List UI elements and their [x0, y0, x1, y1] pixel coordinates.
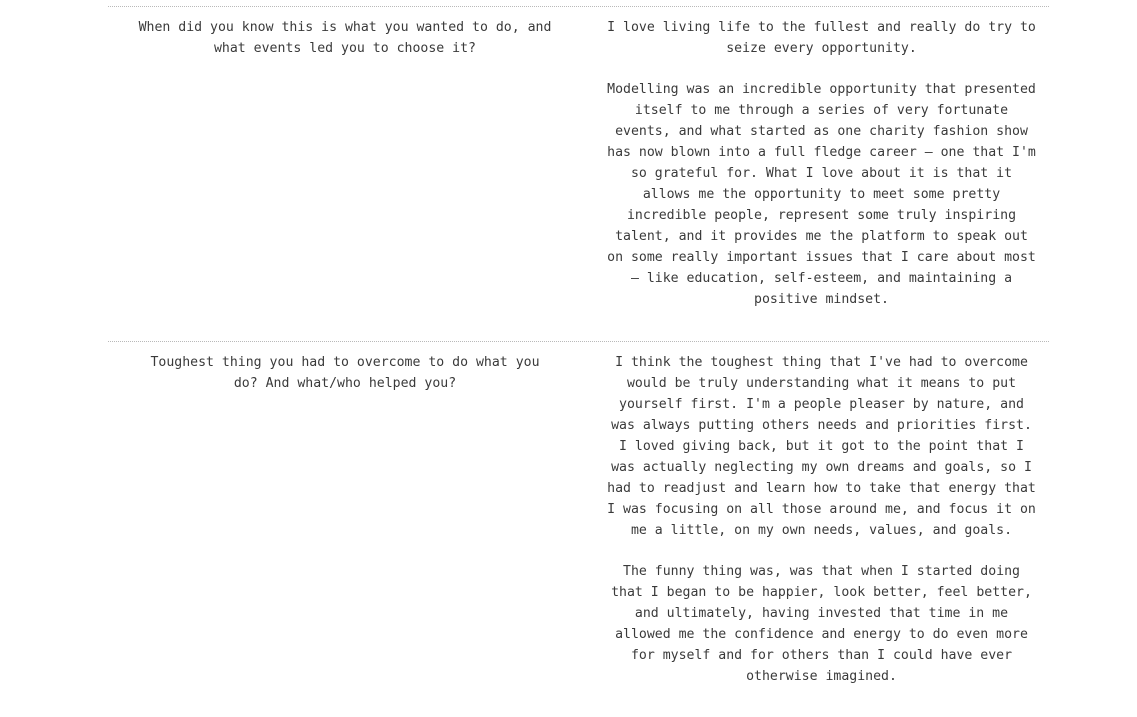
interview-answer [578, 352, 1049, 687]
qa-row [108, 6, 1049, 341]
answer-paragraph: The funny thing was, was that when I started doing that I began to be happier, look better, feel better, and ultimately, having invested that time in me allowed me the confidence and energy to do even more for myself and for others than I could have ever otherwise imagined. [611, 564, 1032, 684]
answer-paragraph: Modelling was an incredible opportunity that presented itself to me through a series of very fortunate events, and what started as one charity fashion show has now blown into a full fledge career – one that I'm so grateful for. What I love about it is that it allows me the opportunity to meet some pretty incredible people, represent some truly inspiring talent, and it provides me the platform to speak out on some really important issues that I care about most – like education, self-esteem, and maintaining a positive mindset. [607, 82, 1036, 307]
answer-paragraph: I think the toughest thing that I've had to overcome would be truly understanding what it means to put yourself first. I'm a people pleaser by nature, and was always putting others needs and priorities first. I loved giving back, but it got to the point that I was actually neglecting my own dreams and goals, so I had to readjust and learn how to take that energy that I was focusing on all those around me, and focus it on me a little, on my own needs, values, and goals. [607, 355, 1036, 538]
interview-answer [578, 17, 1049, 310]
interview-question: When did you know this is what you wanted to do, and what events led you to choose it? [138, 20, 552, 56]
interview-qa-list [108, 6, 1049, 717]
qa-row [108, 341, 1049, 717]
answer-paragraph: I love living life to the fullest and really do try to seize every opportunity. [607, 20, 1036, 56]
interview-question: Toughest thing you had to overcome to do what you do? And what/who helped you? [150, 355, 540, 391]
